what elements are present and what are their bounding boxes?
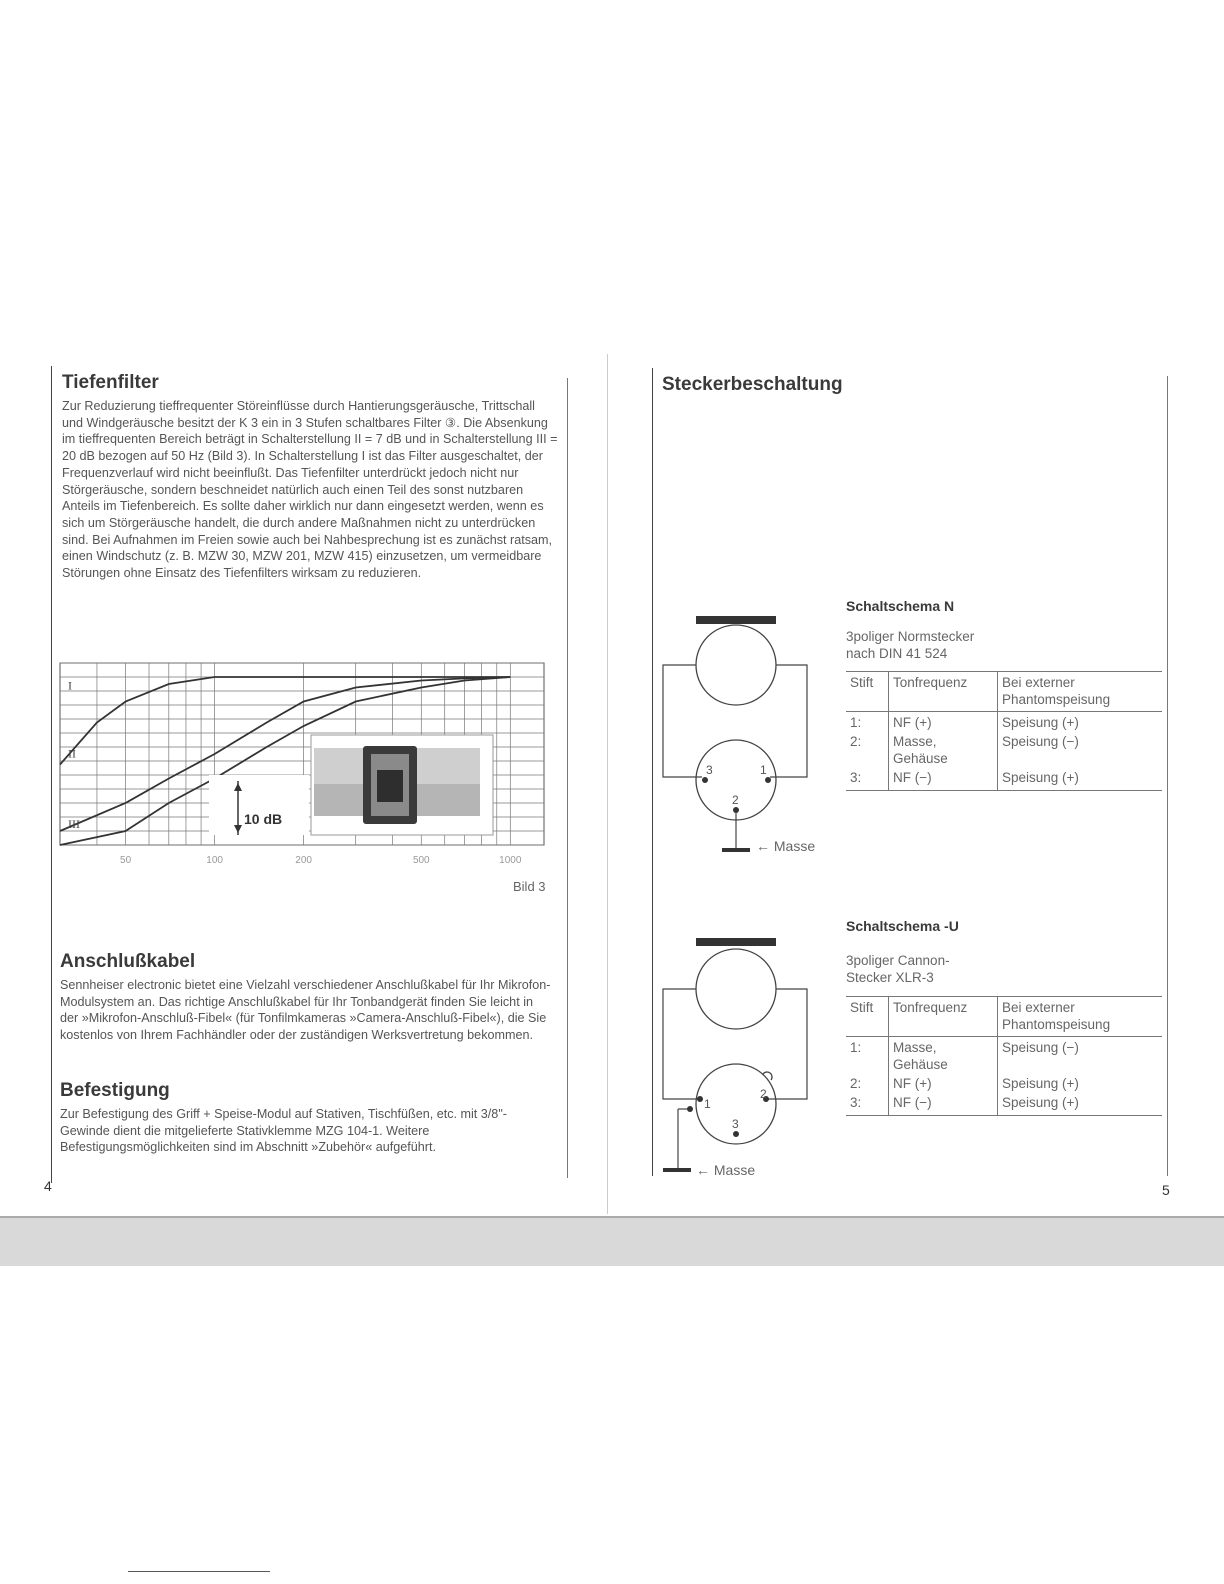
tiefenfilter-heading: Tiefenfilter (62, 372, 159, 393)
figure-caption: Bild 3 (513, 879, 546, 894)
schema-u-diagram (660, 934, 830, 1184)
schema-n-header-ton: Tonfrequenz (889, 672, 998, 712)
anschlusskabel-paragraph: Sennheiser electronic bietet eine Vielzahl verschiedener Anschlußkabel für Ihr Mikrofon-Modulsystem an. Das richtige Anschlußkabel für Ihr Tonbandgerät finden Sie leicht in der »Mikrofon-Anschluß-Fibel« (für Tonfilmkameras »Camera-Anschluß-Fibel«), die Sie kostenlos von Ihrem Fachhändler oder der zuständigen Werksvertretung bekommen. (60, 978, 551, 1043)
speisung-cell: Speisung (+) (1002, 1076, 1079, 1091)
table-row (846, 1037, 1162, 1074)
schema-u-header-stift: Stift (846, 997, 889, 1037)
stift-cell: 3: (846, 767, 889, 791)
schema-n-pin-1: 1 (760, 763, 767, 777)
schema-u-pin-3: 3 (732, 1117, 739, 1131)
schema-u-pin-1: 1 (704, 1097, 711, 1111)
x-tick-label: 1000 (499, 855, 522, 866)
series-label-iii: III (68, 817, 80, 832)
ton-cell: NF (+) (893, 715, 932, 730)
schema-n-ground-label: ← Masse (756, 838, 816, 854)
stift-cell: 1: (846, 712, 889, 732)
stift-cell: 2: (846, 731, 889, 767)
schema-n-header-stift: Stift (846, 672, 889, 712)
schema-n-title: Schaltschema N (846, 598, 955, 614)
schema-u-line1: 3poliger Cannon- (846, 953, 950, 968)
right-margin-rule (652, 368, 653, 1176)
speisung-cell: Speisung (+) (1002, 1095, 1079, 1110)
steckerbeschaltung-heading: Steckerbeschaltung (662, 374, 843, 395)
frequency-response-chart (52, 655, 562, 870)
scan-background-band (0, 1218, 1224, 1266)
stift-cell: 3: (846, 1092, 889, 1116)
schema-n-diagram (660, 612, 830, 862)
stift-cell: 1: (846, 1037, 889, 1074)
left-page-right-rule (567, 378, 568, 1178)
speisung-cell: Speisung (+) (1002, 770, 1079, 785)
speisung-cell: Speisung (−) (1002, 734, 1079, 749)
schema-u-header-phantom: Phantomspeisung (1002, 1017, 1111, 1032)
befestigung-heading: Befestigung (60, 1080, 170, 1101)
schema-u-header-ton: Tonfrequenz (889, 997, 998, 1037)
left-page-number: 4 (44, 1178, 52, 1194)
speisung-cell: Speisung (−) (1002, 1040, 1079, 1055)
ton-cell: Masse, (893, 1040, 937, 1055)
tiefenfilter-paragraph: Zur Reduzierung tieffrequenter Störeinflüsse durch Hantierungsgeräusche, Trittschall und Windgeräusche besitzt der K 3 ein in 3 Stufen schaltbares Filter ③. Die Absenkung im tieffrequenten Bereich beträgt in Schalterstellung II = 7 dB und in Schalterstellung III = 20 dB bezogen auf 50 Hz (Bild 3). In Schalterstellung I ist das Filter ausgeschaltet, der Frequenzverlauf wird nicht beeinflußt. Das Tiefenfilter unterdrückt jedoch nicht nur Störgeräusche, sondern beschneidet natürlich auch einen Teil des sonst nutzbaren Anteils im Tiefenbereich. Es sollte daher wirklich nur dann eingesetzt werden, wenn es sich um Störgeräusche handelt, die durch andere Maßnahmen nicht zu unterdrücken sind. Bei Aufnahmen im Freien sowie auch bei Nahbesprechung ist es zunächst ratsam, einen Windschutz (z. B. MZW 30, MZW 201, MZW 415) einzusetzen, um vermeidbare Störungen ohne Einsatz des Tiefenfilters wirksam zu reduzieren. (62, 399, 558, 581)
ton-cell: Masse, (893, 734, 937, 749)
right-page-number: 5 (1162, 1182, 1170, 1198)
table-row (846, 731, 1162, 767)
schema-n-pin-3: 3 (706, 763, 713, 777)
schema-u-header-bei: Bei externer (1002, 1000, 1075, 1015)
series-label-i: I (68, 678, 72, 693)
x-tick-label: 100 (206, 855, 223, 866)
stift-cell: 2: (846, 1073, 889, 1092)
schema-n-table (846, 671, 1162, 791)
filter-switch-photo (311, 735, 493, 835)
x-tick-label: 200 (295, 855, 312, 866)
table-row (846, 1092, 1162, 1116)
ton-cell-line2: Gehäuse (893, 1057, 948, 1072)
schema-u-line2: Stecker XLR-3 (846, 970, 934, 985)
schema-u-ground-label: ← Masse (696, 1162, 756, 1178)
ton-cell: NF (−) (893, 770, 932, 785)
series-label-ii: II (68, 746, 76, 761)
schema-n-line1: 3poliger Normstecker (846, 629, 975, 644)
scale-marker-10db (209, 775, 309, 835)
speisung-cell: Speisung (+) (1002, 715, 1079, 730)
ton-cell-line2: Gehäuse (893, 751, 948, 766)
table-row (846, 712, 1162, 732)
x-tick-label: 50 (120, 855, 132, 866)
befestigung-paragraph: Zur Befestigung des Griff + Speise-Modul auf Stativen, Tischfüßen, etc. mit 3/8"-Gewinde dient die mitgelieferte Stativklemme MZG 104-1. Weitere Befestigungsmöglichkeiten sind im Abschnitt »Zubehör« aufgeführt. (60, 1107, 507, 1155)
ton-cell: NF (+) (893, 1076, 932, 1091)
schema-n-header-phantom: Phantomspeisung (1002, 692, 1111, 707)
schema-n-line2: nach DIN 41 524 (846, 646, 948, 661)
schema-u-pin-2: 2 (760, 1087, 767, 1101)
footer-link-rule (128, 1571, 270, 1572)
schema-n-header-bei: Bei externer (1002, 675, 1075, 690)
schema-u-table (846, 996, 1162, 1116)
table-row (846, 1073, 1162, 1092)
table-row (846, 767, 1162, 791)
right-page-right-rule (1167, 376, 1168, 1176)
schema-u-title: Schaltschema -U (846, 918, 959, 934)
gutter-rule (607, 354, 608, 1214)
anschlusskabel-heading: Anschlußkabel (60, 951, 196, 972)
schema-n-pin-2: 2 (732, 793, 739, 807)
ton-cell: NF (−) (893, 1095, 932, 1110)
scale-label: 10 dB (244, 811, 283, 827)
x-tick-label: 500 (412, 855, 430, 866)
